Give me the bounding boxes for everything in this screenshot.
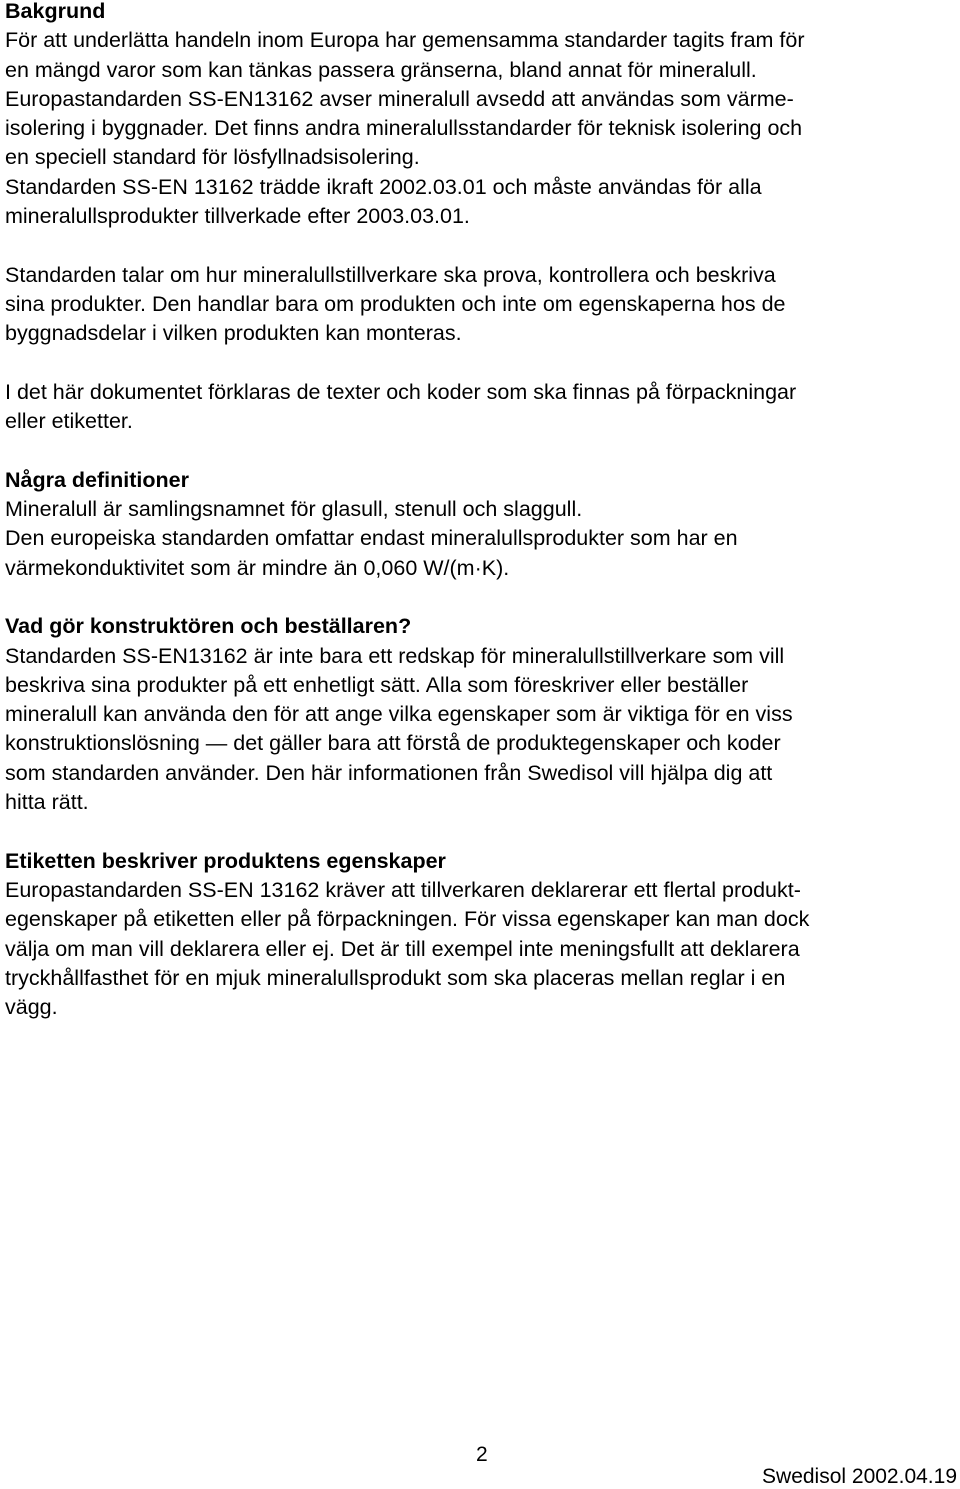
paragraph-line: välja om man vill deklarera eller ej. Det är till exempel inte meningsfullt att deklarera xyxy=(5,936,800,961)
paragraph-line: mineralullsprodukter tillverkade efter 2003.03.01. xyxy=(5,204,470,229)
paragraph-line: isolering i byggnader. Det finns andra mineralullsstandarder för teknisk isolering och xyxy=(5,116,803,141)
paragraph-line: I det här dokumentet förklaras de texter och koder som ska finnas på förpackningar xyxy=(5,379,797,404)
paragraph-line: en mängd varor som kan tänkas passera gränserna, bland annat för mineralull. xyxy=(5,57,757,82)
heading-etiketten: Etiketten beskriver produktens egenskaper xyxy=(5,848,446,873)
paragraph-line: sina produkter. Den handlar bara om produkten och inte om egenskaperna hos de xyxy=(5,291,786,316)
paragraph-line: Standarden talar om hur mineralullstillverkare ska prova, kontrollera och beskriva xyxy=(5,262,776,287)
paragraph-line: beskriva sina produkter på ett enhetligt sätt. Alla som föreskriver eller beställer xyxy=(5,672,749,697)
paragraph-line: Standarden SS-EN13162 är inte bara ett redskap för mineralullstillverkare som vill xyxy=(5,643,785,668)
paragraph-line: hitta rätt. xyxy=(5,790,89,815)
heading-bakgrund: Bakgrund xyxy=(5,0,106,23)
paragraph-line: Europastandarden SS-EN 13162 kräver att tillverkaren deklarerar ett flertal produkt- xyxy=(5,877,801,902)
paragraph-line: För att underlätta handeln inom Europa har gemensamma standarder tagits fram för xyxy=(5,28,805,53)
paragraph-line: konstruktionslösning — det gäller bara att förstå de produktegenskaper och koder xyxy=(5,731,781,756)
paragraph-line: Europastandarden SS-EN13162 avser mineralull avsedd att användas som värme- xyxy=(5,86,794,111)
paragraph-line: Den europeiska standarden omfattar endast mineralullsprodukter som har en xyxy=(5,526,738,551)
footer-meta: Swedisol 2002.04.19 xyxy=(762,1465,957,1488)
paragraph-line: byggnadsdelar i vilken produkten kan monteras. xyxy=(5,321,462,346)
paragraph-line: vägg. xyxy=(5,995,58,1020)
paragraph-line: egenskaper på etiketten eller på förpackningen. För vissa egenskaper kan man dock xyxy=(5,907,810,932)
paragraph-line: tryckhållfasthet för en mjuk mineralullsprodukt som ska placeras mellan reglar i en xyxy=(5,965,786,990)
page-number: 2 xyxy=(476,1443,488,1466)
paragraph-line: värmekonduktivitet som är mindre än 0,060 W/(m·K). xyxy=(5,555,510,580)
paragraph-line: Standarden SS-EN 13162 trädde ikraft 2002.03.01 och måste användas för alla xyxy=(5,174,762,199)
heading-konstruktoren: Vad gör konstruktören och beställaren? xyxy=(5,614,412,639)
paragraph-line: mineralull kan använda den för att ange vilka egenskaper som är viktiga för en viss xyxy=(5,702,793,727)
paragraph-line: Mineralull är samlingsnamnet för glasull, stenull och slaggull. xyxy=(5,497,583,522)
heading-definitioner: Några definitioner xyxy=(5,467,189,492)
document-page xyxy=(5,0,957,1022)
paragraph-line: en speciell standard för lösfyllnadsisolering. xyxy=(5,145,420,170)
paragraph-line: eller etiketter. xyxy=(5,409,133,434)
paragraph-line: som standarden använder. Den här informationen från Swedisol vill hjälpa dig att xyxy=(5,760,773,785)
